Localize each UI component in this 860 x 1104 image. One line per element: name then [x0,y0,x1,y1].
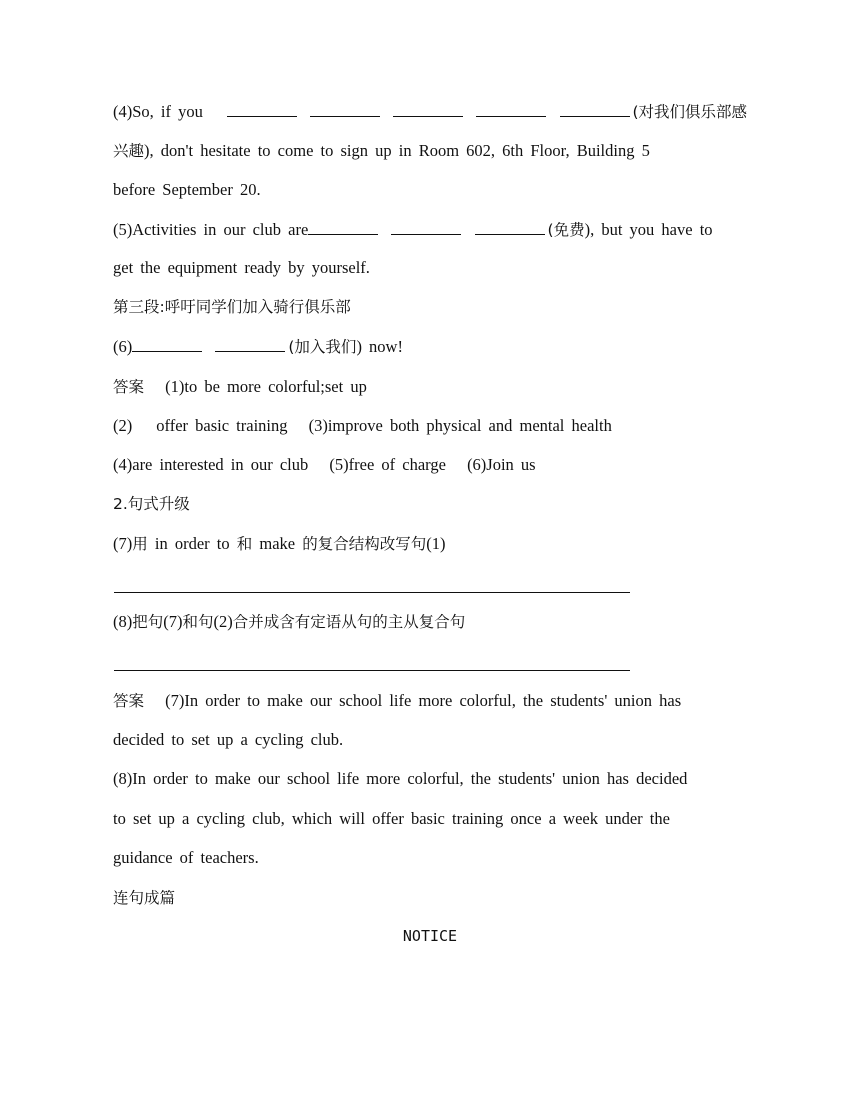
q7-cn2: 和 [236,535,253,553]
answer-1: (1)to be more colorful;set up [165,377,367,396]
q4-line-1 [113,101,748,123]
answer1-line-3 [113,454,745,476]
q8-cn3: 合并成含有定语从句的主从复合句 [232,613,466,631]
answer-line-8 [114,670,630,671]
q6-prefix: (6) [113,337,133,356]
q4-hint: (对我们俱乐部感 [632,103,748,121]
answer2-line-1 [113,690,745,712]
answer-label: 答案 [113,692,145,710]
q8-p1: (7) [163,612,183,631]
section3-heading: 第三段:呼吁同学们加入骑行俱乐部 [113,298,351,316]
q7-cn3: 的复合结构改写句 [302,535,427,553]
answer-7-part1: (7)In order to make our school life more colorful, the students' union has [165,691,682,710]
q7-cn1: 用 [132,535,148,553]
q8-p2: (2) [213,612,233,631]
answer1-line-2 [113,415,745,437]
q4-prefix: (4)So, if you [113,102,203,121]
q8-cn1: 把句 [132,613,164,631]
answer-7-part2: decided to set up a cycling club. [113,730,344,749]
answer-5: (5)free of charge [329,455,446,474]
answer1-line-1 [113,376,745,398]
q4-line-2 [113,140,745,162]
answer-blank [215,337,285,352]
answer-label: 答案 [113,378,145,396]
answer-line-7 [114,592,630,593]
answer-blank [476,102,546,117]
q7-en1: in order to [154,534,230,553]
answer-blank [560,102,630,117]
q5-line-2: get the equipment ready by yourself. [113,258,370,277]
q4-line-2-text: ), don't hesitate to come to sign up in Room 602, 6th Floor, Building 5 [144,141,650,160]
answer-blank [391,220,461,235]
q6-hint: (加入我们 [288,338,357,356]
q8-cn2: 和句 [182,613,214,631]
answer-8-part2: to set up a cycling club, which will offer basic training once a week under the [113,809,670,828]
answer-3: (3)improve both physical and mental health [308,416,612,435]
answer-blank [393,102,463,117]
answer-blank [308,220,378,235]
q7-prefix: (7) [113,534,133,553]
section-connect-heading: 连句成篇 [113,889,176,907]
answer-blank [132,337,202,352]
q4-hint-cont: 兴趣 [113,142,145,160]
answer-4: (4)are interested in our club [113,455,309,474]
q5-hint: (免费 [547,221,585,239]
answer-2-num: (2) [113,416,133,435]
q6-line [113,336,745,358]
answer-8-part1: (8)In order to make our school life more colorful, the students' union has decided [113,769,688,788]
answer-blank [310,102,380,117]
answer-blank [227,102,297,117]
answer-8-part3: guidance of teachers. [113,848,259,867]
q7-line [113,533,745,555]
answer-6: (6)Join us [467,455,536,474]
q5-rest: ), but you have to [584,220,713,239]
q8-prefix: (8) [113,612,133,631]
q4-line-3: before September 20. [113,180,261,199]
section-upgrade-heading: 2.句式升级 [113,495,190,513]
answer-blank [475,220,545,235]
q8-line [113,611,745,633]
q6-rest: ) now! [356,337,403,356]
q7-en2: make [259,534,296,553]
q7-suffix: (1) [426,534,446,553]
q5-line-1 [113,219,745,241]
q5-prefix: (5)Activities in our club are [113,220,309,239]
notice-title: NOTICE [402,927,458,945]
answer-2: offer basic training [156,416,288,435]
